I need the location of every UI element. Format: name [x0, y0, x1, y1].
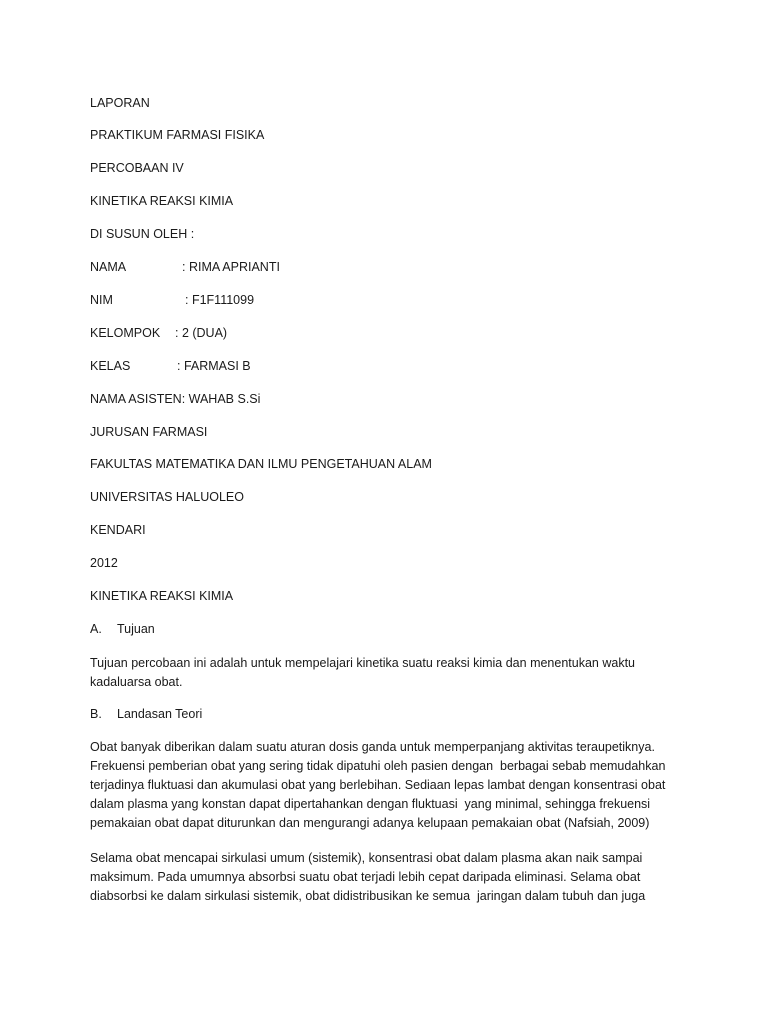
cover-tahun: 2012: [90, 556, 118, 570]
body-title: KINETIKA REAKSI KIMIA: [90, 589, 234, 603]
section-a-marker: A.: [90, 622, 102, 636]
field-nama-label: NAMA: [90, 260, 127, 274]
field-nama-value: : RIMA APRIANTI: [182, 260, 280, 274]
paragraph-line: Selama obat mencapai sirkulasi umum (sistemik), konsentrasi obat dalam plasma akan naik sampai: [90, 851, 643, 865]
cover-nama-asisten: NAMA ASISTEN: WAHAB S.Si: [90, 392, 261, 406]
tujuan-line: kadaluarsa obat.: [90, 675, 183, 689]
field-kelas-label: KELAS: [90, 359, 131, 373]
section-b-heading: Landasan Teori: [117, 707, 203, 721]
landasan-paragraph-2: [90, 849, 690, 906]
field-kelompok-value: : 2 (DUA): [175, 326, 228, 340]
cover-fakultas: FAKULTAS MATEMATIKA DAN ILMU PENGETAHUAN ALAM: [90, 457, 432, 471]
field-kelompok-label: KELOMPOK: [90, 326, 161, 340]
paragraph-line: Frekuensi pemberian obat yang sering tidak dipatuhi oleh pasien dengan berbagai sebab memudahkan: [90, 759, 666, 773]
tujuan-line: Tujuan percobaan ini adalah untuk mempelajari kinetika suatu reaksi kimia dan menentukan waktu: [90, 656, 635, 670]
cover-universitas: UNIVERSITAS HALUOLEO: [90, 490, 244, 504]
cover-kota: KENDARI: [90, 523, 146, 537]
field-nim-label: NIM: [90, 293, 113, 307]
section-b-marker: B.: [90, 707, 102, 721]
section-a-heading: Tujuan: [117, 622, 155, 636]
cover-disusun-oleh: DI SUSUN OLEH :: [90, 227, 195, 241]
cover-laporan: LAPORAN: [90, 96, 150, 110]
paragraph-line: maksimum. Pada umumnya absorbsi suatu obat terjadi lebih cepat daripada eliminasi. Selama obat: [90, 870, 641, 884]
field-kelas-value: : FARMASI B: [177, 359, 251, 373]
paragraph-line: terjadinya fluktuasi dan akumulasi obat yang berlebihan. Sediaan lepas lambat dengan konsentrasi obat: [90, 778, 666, 792]
cover-jurusan: JURUSAN FARMASI: [90, 425, 208, 439]
paragraph-line: Obat banyak diberikan dalam suatu aturan dosis ganda untuk memperpanjang aktivitas teraupetiknya.: [90, 740, 655, 754]
field-nim-value: : F1F111099: [185, 293, 255, 307]
tujuan-paragraph: [90, 654, 690, 692]
cover-judul: KINETIKA REAKSI KIMIA: [90, 194, 234, 208]
paragraph-line: pemakaian obat dapat diturunkan dan mengurangi adanya kelupaan pemakaian obat (Nafsiah, 2009): [90, 816, 650, 830]
landasan-paragraph-1: [90, 738, 690, 833]
cover-praktikum: PRAKTIKUM FARMASI FISIKA: [90, 128, 265, 142]
cover-percobaan: PERCOBAAN IV: [90, 161, 184, 175]
paragraph-line: dalam plasma yang konstan dapat dipertahankan dengan fluktuasi yang minimal, sehingga frekuensi: [90, 797, 651, 811]
paragraph-line: diabsorbsi ke dalam sirkulasi sistemik, obat didistribusikan ke semua jaringan dalam tubuh dan juga: [90, 889, 646, 903]
